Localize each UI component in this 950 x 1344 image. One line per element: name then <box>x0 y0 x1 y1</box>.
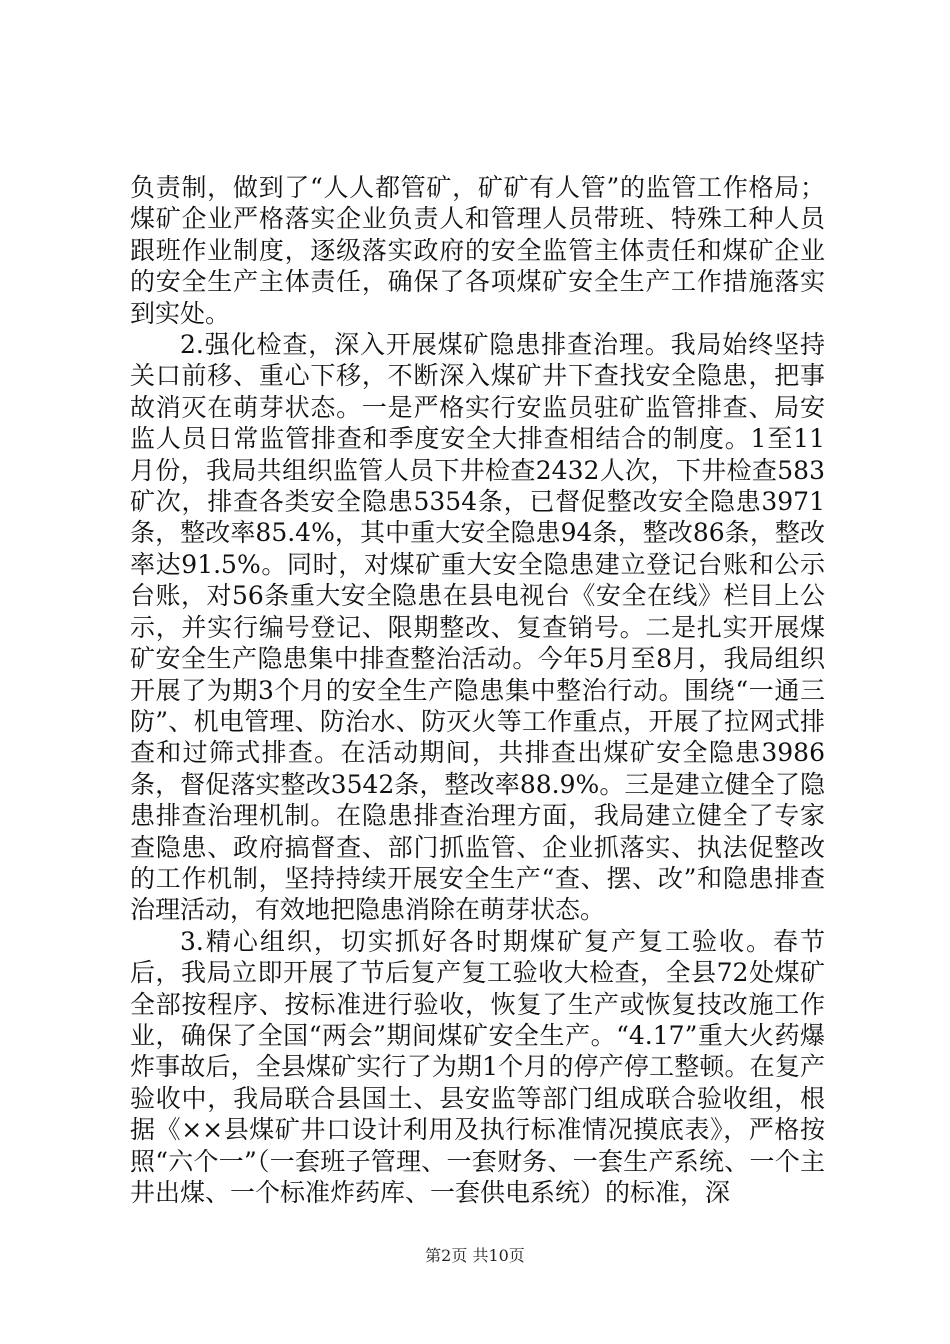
page-footer <box>0 1246 950 1266</box>
paragraph-1: 负责制，做到了“人人都管矿，矿矿有人管”的监管工作格局；煤矿企业严格落实企业负责人和管理人员带班、特殊工种人员跟班作业制度，逐级落实政府的安全监管主体责任和煤矿企业的安全生产主体责任，确保了各项煤矿安全生产工作措施落实到实处。 <box>130 173 825 328</box>
document-body <box>130 172 825 1208</box>
page-number-label: 第2页 共10页 <box>425 1246 525 1265</box>
paragraph-3: 3.精心组织，切实抓好各时期煤矿复产复工验收。春节后，我局立即开展了节后复产复工验收大检查，全县72处煤矿全部按程序、按标准进行验收，恢复了生产或恢复技改施工作业，确保了全国“两会”期间煤矿安全生产。“4.17”重大火药爆炸事故后，全县煤矿实行了为期1个月的停产停工整顿。在复产验收中，我局联合县国土、县安监等部门组成联合验收组，根据《××县煤矿井口设计利用及执行标准情况摸底表》，严格按照“六个一”（一套班子管理、一套财务、一套生产系统、一个主井出煤、一个标准炸药库、一套供电系统）的标准，深 <box>130 926 825 1207</box>
paragraph-2: 2.强化检查，深入开展煤矿隐患排查治理。我局始终坚持关口前移、重心下移，不断深入煤矿井下查找安全隐患，把事故消灭在萌芽状态。一是严格实行安监员驻矿监管排查、局安监人员日常监管排查和季度安全大排查相结合的制度。1至11月份，我局共组织监管人员下井检查2432人次，下井检查583矿次，排查各类安全隐患5354条，已督促整改安全隐患3971条，整改率85.4%，其中重大安全隐患94条，整改86条，整改率达91.5%。同时，对煤矿重大安全隐患建立登记台账和公示台账，对56条重大安全隐患在县电视台《安全在线》栏目上公示，并实行编号登记、限期整改、复查销号。二是扎实开展煤矿安全生产隐患集中排查整治活动。今年5月至8月，我局组织开展了为期3个月的安全生产隐患集中整治行动。围绕“一通三防”、机电管理、防治水、防灭火等工作重点，开展了拉网式排查和过筛式排查。在活动期间，共排查出煤矿安全隐患3986条，督促落实整改3542条，整改率88.9%。三是建立健全了隐患排查治理机制。在隐患排查治理方面，我局建立健全了专家查隐患、政府搞督查、部门抓监管、企业抓落实、执法促整改的工作机制，坚持持续开展安全生产“查、摆、改”和隐患排查治理活动，有效地把隐患消除在萌芽状态。 <box>130 330 825 925</box>
